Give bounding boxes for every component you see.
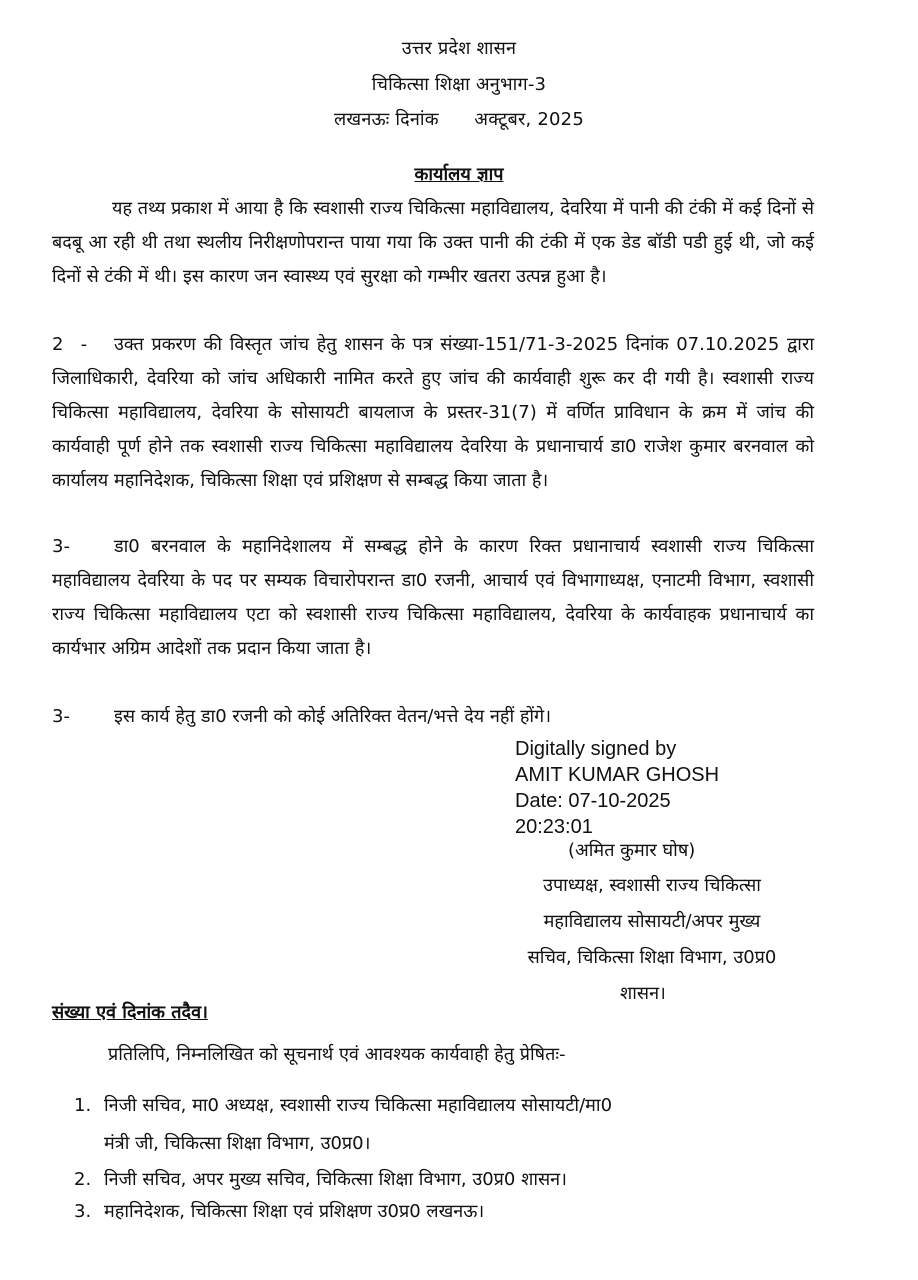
paragraph-2-number: 2 - [52, 334, 88, 355]
list-item [74, 1164, 814, 1196]
endorsement-heading-text: संख्या एवं दिनांक तदैव। [52, 1002, 208, 1023]
paragraph-3-text: डा0 बरनवाल के महानिदेशालय में सम्बद्ध होने के कारण रिक्त प्रधानाचार्य स्वशासी राज्य चिकित्सा महाविद्यालय देवरिया के पद पर सम्यक विचारोपरान्त डा0 रजनी, आचार्य एवं विभागाध्यक्ष, एनाटमी विभाग, स्वशासी राज्य चिकित्सा महाविद्यालय एटा को स्वशासी राज्य चिकित्सा महाविद्यालय, देवरिया के कार्यवाहक प्रधानाचार्य का कार्यभार अग्रिम आदेशों तक प्रदान किया जाता है। [52, 536, 814, 659]
designation-line-2: महाविद्यालय सोसायटी/अपर मुख्य [543, 911, 761, 932]
list-item-text: निजी सचिव, अपर मुख्य सचिव, चिकित्सा शिक्षा विभाग, उ0प्र0 शासन। [104, 1169, 567, 1190]
digital-signature-block [515, 736, 875, 840]
signature-line-1: Digitally signed by [515, 738, 677, 760]
signatory-designation [482, 868, 822, 1012]
designation-line-4: शासन। [620, 983, 666, 1004]
signature-signer: AMIT KUMAR GHOSH [515, 764, 720, 786]
paragraph-2 [52, 328, 814, 498]
document-title-text: कार्यालय ज्ञाप [414, 164, 504, 185]
copy-to-line: प्रतिलिपि, निम्नलिखित को सूचनार्थ एवं आवश्यक कार्यवाही हेतु प्रेषितः- [108, 1044, 566, 1065]
designation-line-3: सचिव, चिकित्सा शिक्षा विभाग, उ0प्र0 [527, 947, 777, 968]
list-item-number: 1. [74, 1095, 92, 1116]
paragraph-3-number: 3- [52, 536, 70, 557]
list-item-text-continued: मंत्री जी, चिकित्सा शिक्षा विभाग, उ0प्र0। [104, 1133, 371, 1154]
govt-name: उत्तर प्रदेश शासन [401, 38, 517, 59]
paragraph-4-number: 3- [52, 706, 70, 727]
copy-recipient-list [74, 1090, 814, 1228]
list-item [74, 1090, 814, 1160]
list-item-number: 2. [74, 1169, 92, 1190]
paragraph-3 [52, 530, 814, 666]
endorsement-heading [52, 1000, 208, 1024]
paragraph-2-text: उक्त प्रकरण की विस्तृत जांच हेतु शासन के पत्र संख्या-151/71-3-2025 दिनांक 07.10.2025 द्वारा जिलाधिकारी, देवरिया को जांच अधिकारी नामित करते हुए जांच की कार्यवाही शुरू कर दी गयी है। स्वशासी राज्य चिकित्सा महाविद्यालय, देवरिया के सोसायटी बायलाज के प्रस्तर-31(7) में वर्णित प्राविधान के क्रम में जांच की कार्यवाही पूर्ण होने तक स्वशासी राज्य चिकित्सा महाविद्यालय देवरिया के प्रधानाचार्य डा0 राजेश कुमार बरनवाल को कार्यालय महानिदेशक, चिकित्सा शिक्षा एवं प्रशिक्षण से सम्बद्ध किया जाता है। [52, 334, 814, 491]
paragraph-1-text: यह तथ्य प्रकाश में आया है कि स्वशासी राज्य चिकित्सा महाविद्यालय, देवरिया में पानी की टंकी में कई दिनों से बदबू आ रही थी तथा स्थलीय निरीक्षणोपरान्त पाया गया कि उक्त पानी की टंकी में एक डेड बॉडी पडी हुई थी, जो कई दिनों से टंकी में थी। इस कारण जन स्वास्थ्य एवं सुरक्षा को गम्भीर खतरा उत्पन्न हुआ है। [52, 198, 814, 287]
designation-line-1: उपाध्यक्ष, स्वशासी राज्य चिकित्सा [543, 875, 761, 896]
paragraph-4 [52, 700, 814, 734]
list-item-number: 3. [74, 1201, 92, 1222]
signatory-name: (अमित कुमार घोष) [568, 840, 696, 861]
list-item [74, 1196, 814, 1228]
list-item-text: निजी सचिव, मा0 अध्यक्ष, स्वशासी राज्य चिकित्सा महाविद्यालय सोसायटी/मा0 [104, 1095, 613, 1116]
document-title [0, 162, 918, 186]
place-date-line: लखनऊः दिनांक अक्टूबर, 2025 [334, 109, 584, 130]
paragraph-1 [52, 192, 814, 294]
list-item-text: महानिदेशक, चिकित्सा शिक्षा एवं प्रशिक्षण उ0प्र0 लखनऊ। [104, 1201, 485, 1222]
paragraph-4-text: इस कार्य हेतु डा0 रजनी को कोई अतिरिक्त वेतन/भत्ते देय नहीं होंगे। [114, 706, 552, 727]
department-section: चिकित्सा शिक्षा अनुभाग-3 [371, 74, 547, 95]
signature-time: 20:23:01 [515, 816, 593, 838]
signature-date: Date: 07-10-2025 [515, 790, 671, 812]
